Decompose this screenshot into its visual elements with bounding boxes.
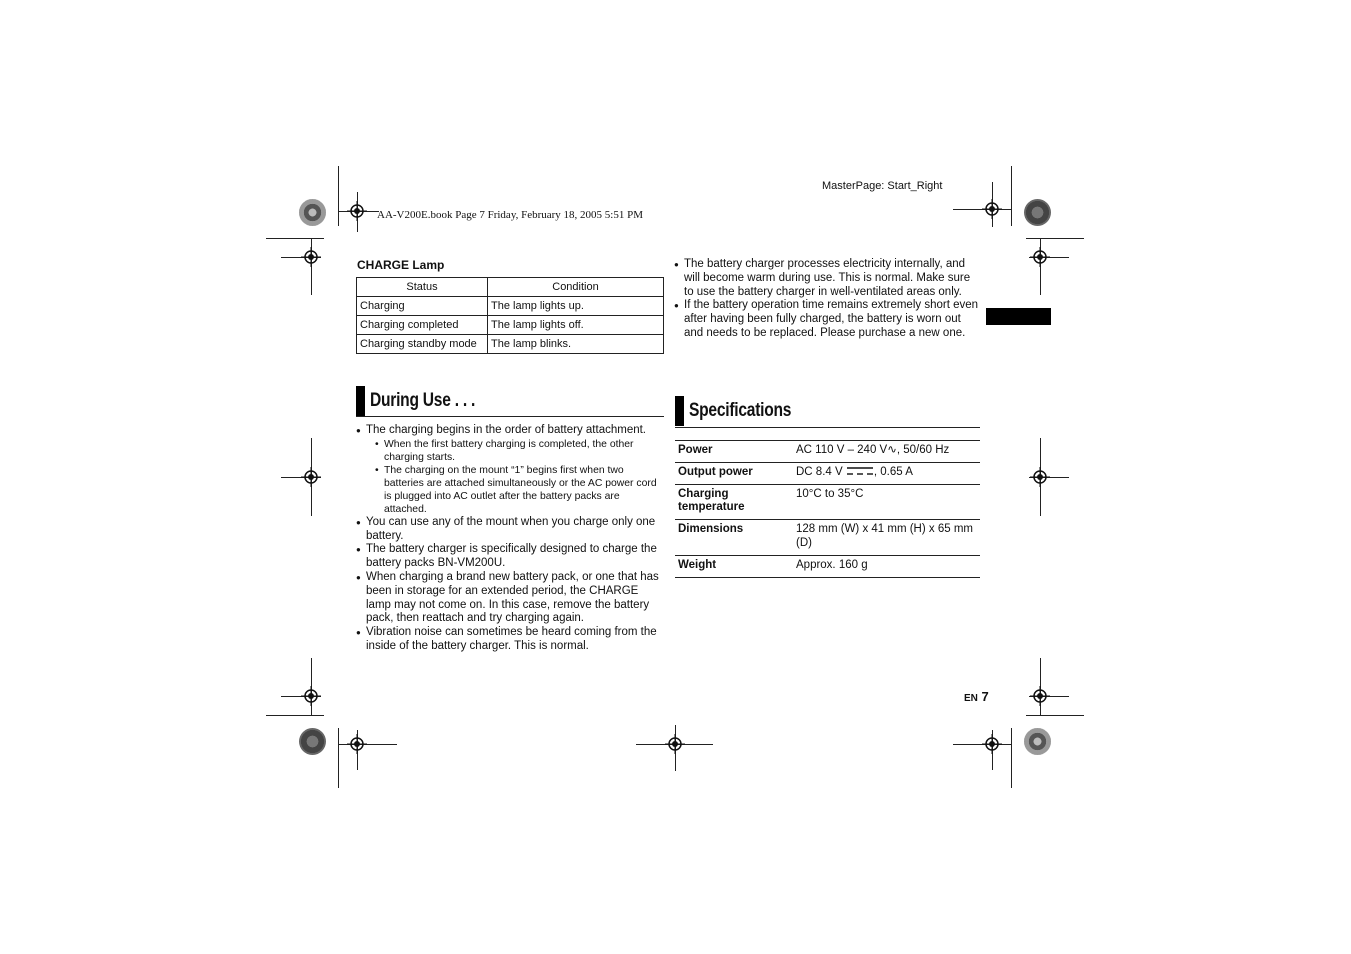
spec-value: 10°C to 35°C	[796, 487, 864, 500]
table-cell: Charging completed	[357, 316, 488, 335]
ac-symbol-icon: ∿	[887, 444, 897, 456]
registration-mark-icon	[301, 247, 321, 267]
charge-lamp-title: CHARGE Lamp	[357, 258, 445, 272]
table-row	[357, 297, 664, 316]
heading-rule	[675, 427, 980, 428]
table-cell: Charging	[357, 297, 488, 316]
table-cell: The lamp blinks.	[488, 335, 664, 354]
language-code: EN	[964, 693, 978, 704]
spec-value: AC 110 V – 240 V∿, 50/60 Hz	[796, 444, 950, 456]
table-row	[357, 335, 664, 354]
table-cell: Charging standby mode	[357, 335, 488, 354]
crop-mark	[266, 715, 324, 716]
registration-mark-icon	[665, 734, 685, 754]
book-info: AA-V200E.book Page 7 Friday, February 18, 2005 5:51 PM	[377, 209, 644, 221]
registration-mark-icon	[982, 199, 1002, 219]
list-item: ● If the battery operation time remains extremely short even after having been fully charged, the battery is worn out and needs to be replaced. Please purchase a new one.	[674, 299, 980, 340]
color-bar-disc-icon	[1024, 728, 1051, 755]
section-thumb-tab	[986, 308, 1051, 325]
crop-mark	[1026, 715, 1084, 716]
table-cell: The lamp lights off.	[488, 316, 664, 335]
crop-mark	[1011, 166, 1012, 226]
spec-value: Approx. 160 g	[796, 558, 868, 571]
masterpage-label: MasterPage: Start_Right	[822, 180, 943, 192]
table-row	[675, 462, 980, 484]
spec-value: 128 mm (W) x 41 mm (H) x 65 mm (D)	[796, 523, 973, 549]
spec-label: Dimensions	[678, 523, 744, 536]
registration-mark-icon	[301, 467, 321, 487]
dc-symbol-icon	[846, 466, 874, 477]
heading-text: During Use . . .	[370, 390, 476, 411]
during-use-list	[356, 424, 662, 654]
list-item: ● Vibration noise can sometimes be heard coming from the inside of the battery charger. This is normal.	[356, 626, 662, 654]
crop-mark	[338, 166, 339, 226]
registration-mark-icon	[1030, 467, 1050, 487]
during-use-heading	[356, 386, 498, 416]
spec-label: Power	[678, 444, 713, 456]
registration-mark-icon	[982, 734, 1002, 754]
heading-rule	[356, 416, 664, 417]
spec-label: Weight	[678, 558, 717, 571]
registration-mark-icon	[301, 686, 321, 706]
list-item: ● The battery charger is specifically designed to charge the battery packs BN-VM200U.	[356, 543, 662, 571]
table-row	[357, 316, 664, 335]
table-row	[675, 441, 980, 463]
specifications-table	[675, 440, 980, 578]
charge-lamp-table	[356, 277, 664, 354]
heading-bar	[356, 386, 365, 416]
spec-value: DC 8.4 V , 0.65 A	[796, 465, 913, 478]
notes-list	[674, 258, 980, 341]
heading-bar	[675, 396, 684, 426]
list-item: ● When charging a brand new battery pack, or one that has been in storage for an extended period, the CHARGE lamp may not come on. In this case, remove the battery pack, then reattach and try charging again.	[356, 571, 662, 626]
color-bar-disc-icon	[1024, 199, 1051, 226]
table-row	[675, 484, 980, 520]
heading-text: Specifications	[689, 400, 792, 421]
column-header: Status	[357, 278, 488, 297]
list-item: ● You can use any of the mount when you charge only one battery.	[356, 516, 662, 544]
registration-mark-icon	[347, 201, 367, 221]
spec-label: Charging temperature	[678, 487, 745, 514]
table-row	[675, 520, 980, 556]
sub-list-item: • The charging on the mount “1” begins first when two batteries are attached simultaneously or the AC power cord is plugged into AC outlet after the battery packs are attached.	[375, 464, 662, 516]
page-number-value: 7	[981, 689, 989, 704]
crop-mark	[1011, 728, 1012, 788]
color-bar-disc-icon	[299, 199, 326, 226]
crop-mark	[338, 728, 339, 788]
crop-mark	[1026, 238, 1084, 239]
spec-label: Output power	[678, 465, 753, 478]
table-row	[675, 555, 980, 577]
sub-list-item: • When the first battery charging is completed, the other charging starts.	[375, 438, 662, 464]
table-header-row	[357, 278, 664, 297]
column-header: Condition	[488, 278, 664, 297]
registration-mark-icon	[1030, 686, 1050, 706]
crop-mark	[266, 238, 324, 239]
table-cell: The lamp lights up.	[488, 297, 664, 316]
color-bar-disc-icon	[299, 728, 326, 755]
page-number	[964, 689, 989, 704]
registration-mark-icon	[347, 734, 367, 754]
specifications-heading	[675, 396, 814, 426]
registration-mark-icon	[1030, 247, 1050, 267]
list-item: ● The battery charger processes electricity internally, and will become warm during use. This is normal. Make sure to use the battery charger in well-ventilated areas only.	[674, 258, 980, 299]
list-item: ● The charging begins in the order of battery attachment. • When the first battery charging is completed, the other charging starts. • The charging on the mount “1” begins first when two batteries are attached simultaneously or the AC power cord is plugged into AC outlet after the battery packs are attached.	[356, 424, 662, 516]
